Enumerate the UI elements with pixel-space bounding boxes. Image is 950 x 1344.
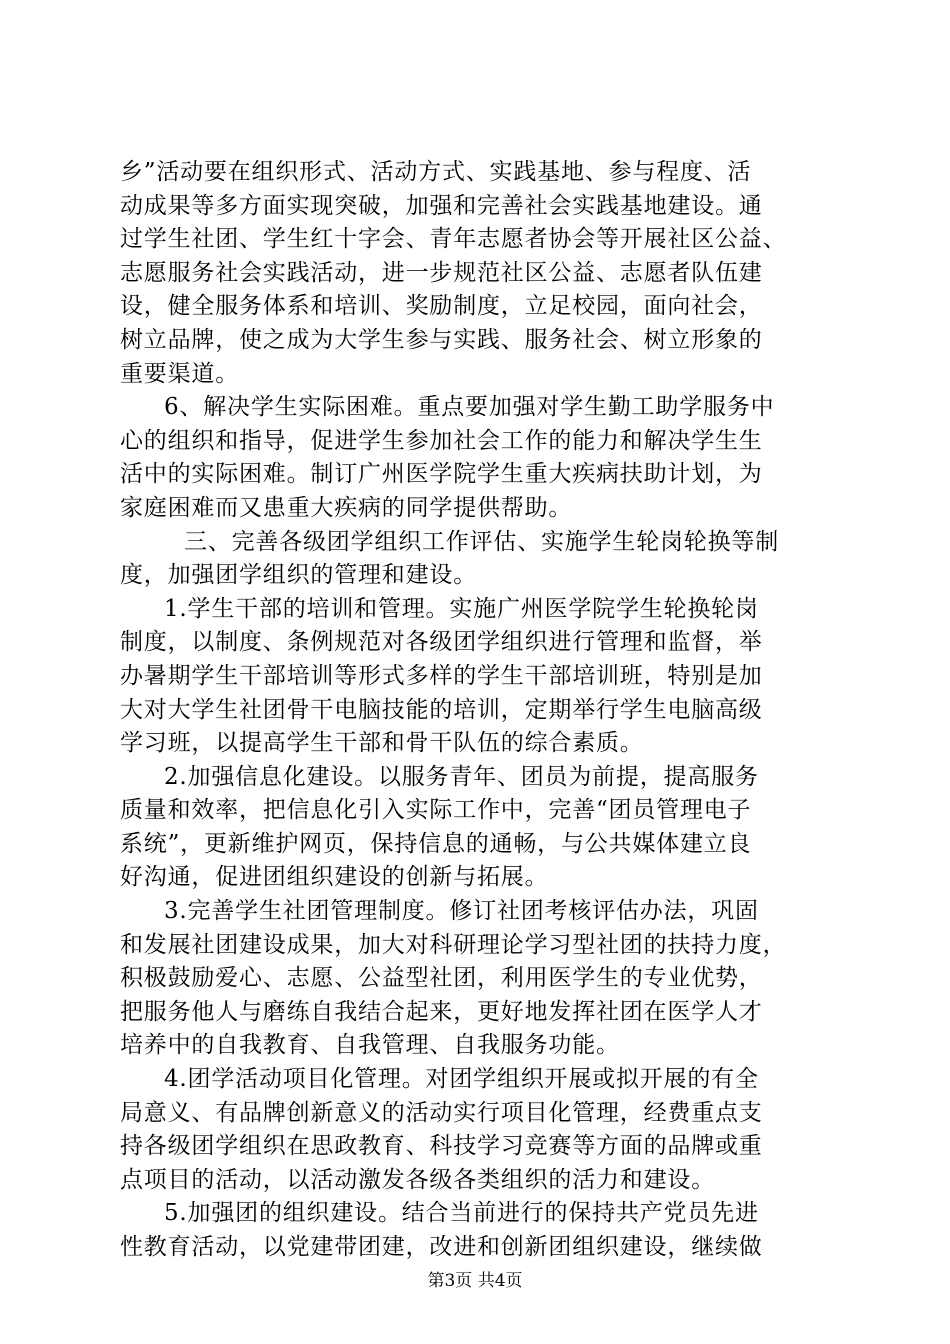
text-line: 积极鼓励爱心、志愿、公益型社团，利用医学生的专业优势，: [120, 965, 763, 992]
page-number-footer: 第3页 共4页: [427, 1271, 523, 1291]
text-line: 重要渠道。: [120, 360, 239, 387]
text-line: 乡”活动要在组织形式、活动方式、实践基地、参与程度、活: [120, 159, 752, 185]
text-line: 度，加强团学组织的管理和建设。: [120, 562, 477, 589]
paragraph-start-line: 1.学生干部的培训和管理。实施广州医学院学生轮换轮岗: [164, 595, 759, 622]
text-line: 质量和效率，把信息化引入实际工作中，完善“团员管理电子: [120, 797, 752, 824]
text-line: 家庭困难而又患重大疾病的同学提供帮助。: [120, 494, 573, 521]
text-line: 心的组织和指导，促进学生参加社会工作的能力和解决学生生: [120, 427, 763, 454]
section-heading-line: 三、完善各级团学组织工作评估、实施学生轮岗轮换等制: [184, 528, 779, 555]
text-line: 过学生社团、学生红十字会、青年志愿者协会等开展社区公益、: [120, 226, 787, 253]
text-line: 点项目的活动，以活动激发各级各类组织的活力和建设。: [120, 1166, 715, 1193]
text-line: 局意义、有品牌创新意义的活动实行项目化管理，经费重点支: [120, 1099, 763, 1126]
text-line: 动成果等多方面实现突破，加强和完善社会实践基地建设。通: [120, 192, 763, 219]
paragraph-start-line: 3.完善学生社团管理制度。修订社团考核评估办法，巩固: [164, 898, 759, 925]
text-line: 培养中的自我教育、自我管理、自我服务功能。: [120, 1032, 620, 1059]
text-line: 志愿服务社会实践活动，进一步规范社区公益、志愿者队伍建: [120, 259, 763, 286]
text-line: 和发展社团建设成果，加大对科研理论学习型社团的扶持力度，: [120, 931, 787, 958]
text-line: 制度，以制度、条例规范对各级团学组织进行管理和监督，举: [120, 629, 763, 656]
text-line: 性教育活动，以党建带团建，改进和创新团组织建设，继续做: [120, 1234, 763, 1260]
text-line: 设，健全服务体系和培训、奖励制度，立足校园，面向社会，: [120, 293, 763, 320]
document-body: [120, 156, 835, 1265]
paragraph-start-line: 6、解决学生实际困难。重点要加强对学生勤工助学服务中: [164, 394, 775, 421]
text-line: 把服务他人与磨练自我结合起来，更好地发挥社团在医学人才: [120, 998, 763, 1025]
text-line: 大对大学生社团骨干电脑技能的培训，定期举行学生电脑高级: [120, 696, 763, 723]
text-line: 树立品牌，使之成为大学生参与实践、服务社会、树立形象的: [120, 326, 763, 353]
text-line: 系统”，更新维护网页，保持信息的通畅，与公共媒体建立良: [120, 830, 752, 857]
text-line: 好沟通，促进团组织建设的创新与拓展。: [120, 864, 549, 891]
paragraph-start-line: 4.团学活动项目化管理。对团学组织开展或拟开展的有全: [164, 1066, 759, 1093]
text-line: 学习班，以提高学生干部和骨干队伍的综合素质。: [120, 730, 644, 757]
text-line: 持各级团学组织在思政教育、科技学习竞赛等方面的品牌或重: [120, 1133, 763, 1160]
text-line: 活中的实际困难。制订广州医学院学生重大疾病扶助计划，为: [120, 461, 763, 488]
paragraph-start-line: 2.加强信息化建设。以服务青年、团员为前提，提高服务: [164, 763, 759, 790]
paragraph-start-line: 5.加强团的组织建设。结合当前进行的保持共产党员先进: [164, 1200, 759, 1227]
text-line: 办暑期学生干部培训等形式多样的学生干部培训班，特别是加: [120, 662, 763, 689]
